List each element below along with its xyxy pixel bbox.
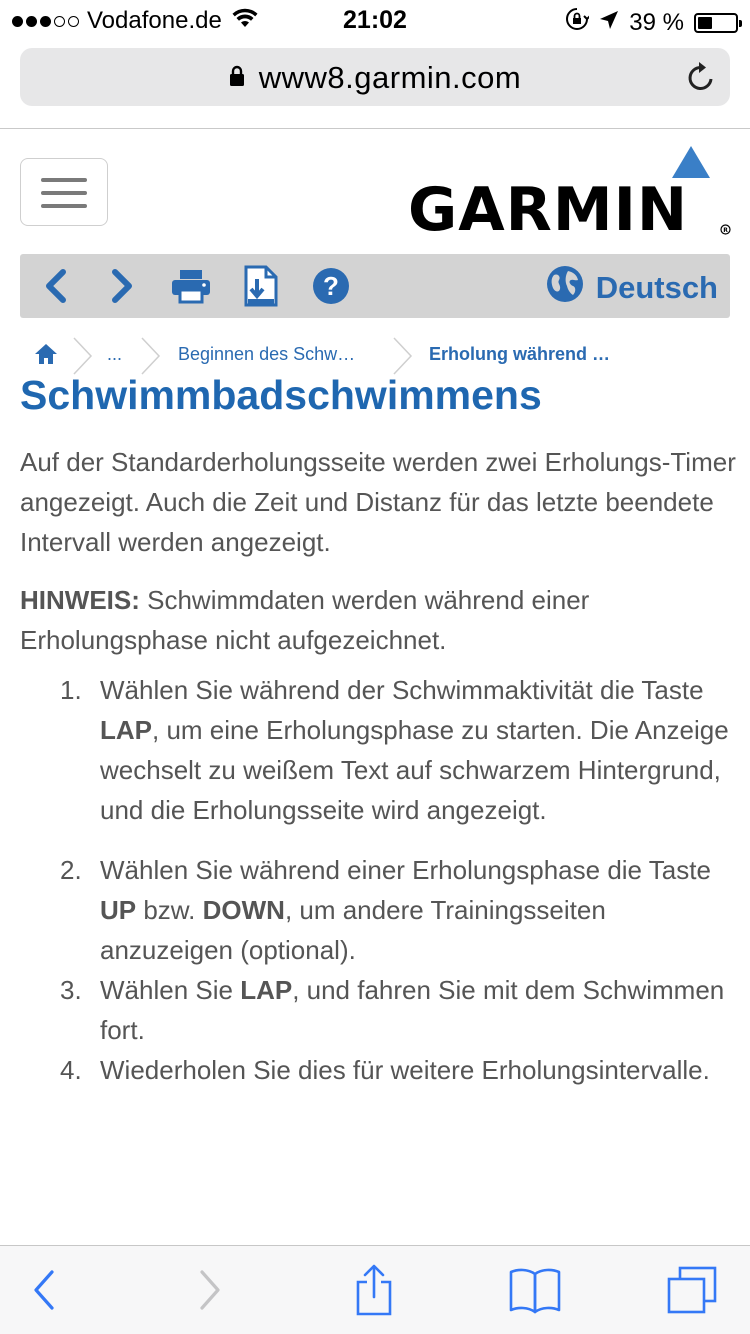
address-bar[interactable] <box>20 48 730 106</box>
step-item <box>20 970 740 1050</box>
note-text: Schwimmdaten werden während einer Erholungsphase nicht aufgezeichnet. <box>20 585 590 655</box>
svg-text:R: R <box>723 227 728 234</box>
step-text: Wählen Sie während der Schwimmaktivität die Taste <box>100 675 704 705</box>
home-icon[interactable] <box>34 343 58 370</box>
battery-percent: 39 % <box>629 8 684 36</box>
garmin-logo[interactable] <box>408 146 733 245</box>
step-text: Wählen Sie <box>100 975 241 1005</box>
breadcrumb-separator-icon <box>72 336 94 376</box>
step-item <box>20 670 740 830</box>
note-label: HINWEIS: <box>20 585 140 615</box>
back-arrow-icon[interactable] <box>38 264 74 308</box>
step-number: 1. <box>60 675 82 705</box>
step-text: Wiederholen Sie dies für weitere Erholungsintervalle. <box>100 1055 710 1085</box>
key-name: UP <box>100 895 137 925</box>
help-toolbar <box>20 254 730 318</box>
language-label: Deutsch <box>595 270 718 305</box>
step-text: bzw. <box>136 895 203 925</box>
menu-bar <box>41 178 87 182</box>
svg-text:?: ? <box>323 271 339 301</box>
key-name: LAP <box>100 715 152 745</box>
key-name: DOWN <box>202 895 285 925</box>
share-icon[interactable] <box>350 1264 398 1316</box>
url-display[interactable] <box>20 60 730 96</box>
tabs-icon[interactable] <box>664 1264 720 1316</box>
logo-triangle-icon <box>672 146 710 178</box>
lock-icon <box>229 59 245 95</box>
steps-list <box>20 670 740 1090</box>
help-icon[interactable] <box>310 264 352 308</box>
hamburger-menu-button[interactable] <box>20 158 108 226</box>
browser-toolbar <box>0 1245 750 1334</box>
carrier-name: Vodafone.de <box>87 7 222 34</box>
download-pdf-icon[interactable] <box>242 264 280 308</box>
location-arrow-icon <box>599 9 619 37</box>
globe-icon <box>546 265 584 311</box>
step-text: , um eine Erholungsphase zu starten. Die Anzeige wechselt zu weißem Text auf schwarzem Hintergrund, und die Erholungsseite wird angezeigt. <box>100 715 729 825</box>
note-paragraph <box>20 580 740 660</box>
orientation-lock-icon <box>565 7 589 38</box>
registered-mark-icon <box>720 224 731 235</box>
logo-text: GARMIN <box>408 175 689 245</box>
status-bar <box>0 0 750 40</box>
breadcrumb-separator-icon <box>140 336 162 376</box>
language-selector[interactable] <box>546 265 718 311</box>
step-text: Wählen Sie während einer Erholungsphase die Taste <box>100 855 711 885</box>
intro-paragraph: Auf der Standarderholungsseite werden zwei Erholungs-Timer angezeigt. Auch die Zeit und Distanz für das letzte beendete Intervall werden angezeigt. <box>20 447 736 557</box>
bookmarks-icon[interactable] <box>506 1264 564 1316</box>
clock: 21:02 <box>343 6 407 34</box>
forward-arrow-icon[interactable] <box>104 264 140 308</box>
step-text: , und fahren Sie mit dem Schwimmen fort. <box>100 975 725 1045</box>
breadcrumb-current: Erholung während … <box>429 344 611 364</box>
print-icon[interactable] <box>170 264 212 308</box>
step-number: 2. <box>60 855 82 885</box>
step-number: 4. <box>60 1055 82 1085</box>
browser-forward-icon[interactable] <box>188 1264 232 1316</box>
divider <box>0 128 750 129</box>
battery-icon <box>694 13 738 33</box>
step-item <box>20 1050 740 1090</box>
browser-back-icon[interactable] <box>22 1264 66 1316</box>
breadcrumb <box>30 336 730 376</box>
key-name: LAP <box>240 975 293 1005</box>
menu-bar <box>41 191 87 195</box>
step-text: , um andere Trainingsseiten anzuzeigen (optional). <box>100 895 606 965</box>
reload-icon[interactable] <box>686 61 716 98</box>
menu-bar <box>41 204 87 208</box>
breadcrumb-ellipsis[interactable]: ... <box>107 344 123 364</box>
breadcrumb-parent-link[interactable]: Beginnen des Schw… <box>178 344 356 364</box>
breadcrumb-separator-icon <box>392 336 414 376</box>
page-title: Schwimmbadschwimmens <box>20 372 542 418</box>
battery-level <box>698 17 712 29</box>
step-item <box>20 850 740 970</box>
url-text: www8.garmin.com <box>258 60 522 95</box>
step-number: 3. <box>60 975 82 1005</box>
